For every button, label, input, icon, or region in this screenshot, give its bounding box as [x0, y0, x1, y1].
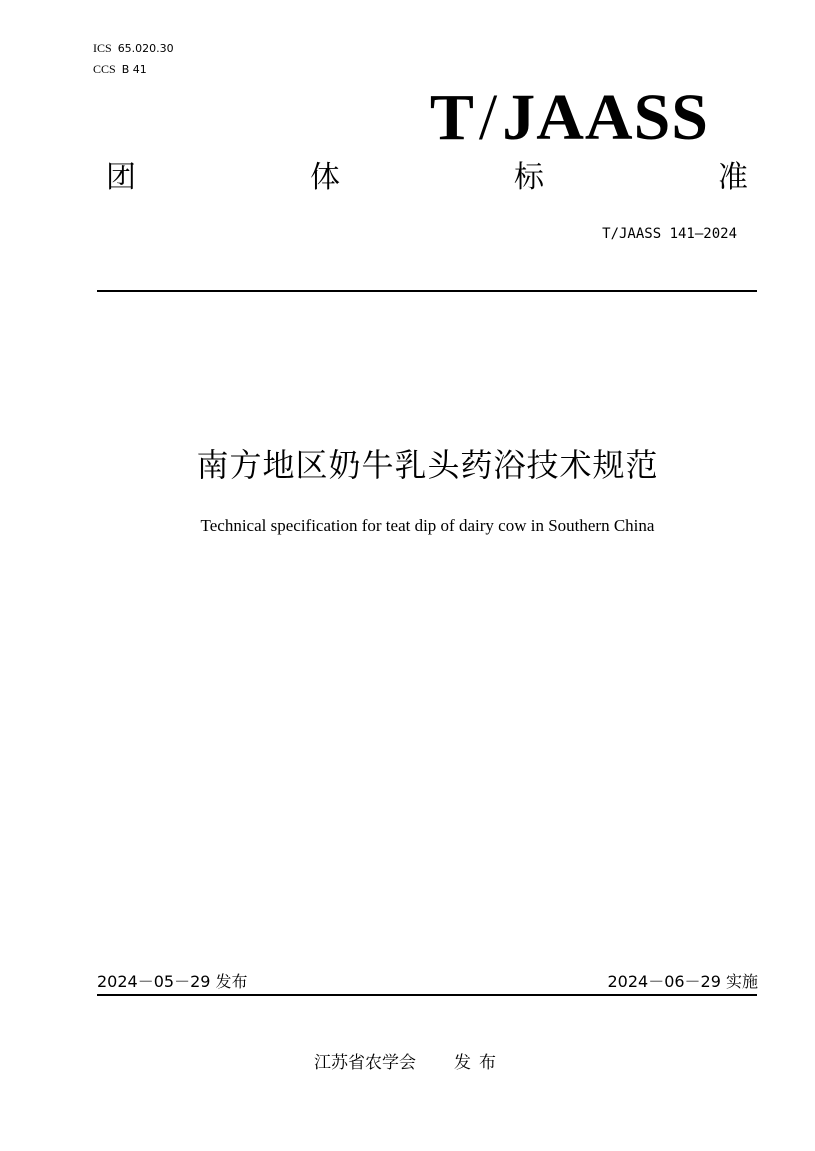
issue-date: 2024－05－29 发布: [97, 972, 248, 991]
standard-type-char-4: 准: [718, 160, 748, 195]
bottom-divider: [97, 994, 757, 996]
ics-label: ICS: [93, 41, 112, 55]
publisher-action: 发布: [454, 1053, 504, 1073]
standard-type-char-3: 标: [514, 160, 544, 195]
standard-logo: [430, 82, 709, 154]
ics-code: [93, 41, 174, 56]
top-divider: [97, 290, 757, 292]
publisher-line: [314, 1052, 504, 1074]
ccs-code: [93, 62, 147, 77]
standard-type-char-2: 体: [310, 160, 340, 195]
logo-suffix: JAASS: [502, 81, 709, 154]
implementation-date: 2024－06－29 实施: [607, 972, 758, 991]
ccs-value: B 41: [121, 63, 147, 76]
ics-value: 65.020.30: [117, 42, 174, 55]
logo-prefix: T: [429, 81, 475, 154]
publisher-name: 江苏省农学会: [314, 1053, 416, 1073]
standard-type-title: [106, 158, 748, 198]
logo-slash: /: [478, 81, 499, 154]
ccs-label: CCS: [93, 62, 116, 76]
document-title-english: Technical specification for teat dip of dairy cow in Southern China: [200, 516, 655, 535]
document-title-chinese: 南方地区奶牛乳头药浴技术规范: [196, 446, 659, 484]
document-number: T/JAASS 141—2024: [602, 226, 737, 242]
standard-type-char-1: 团: [106, 160, 136, 195]
